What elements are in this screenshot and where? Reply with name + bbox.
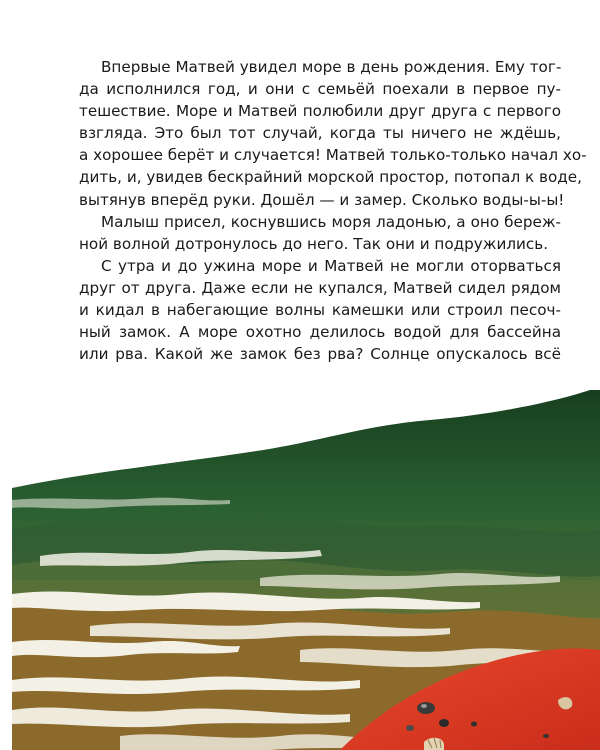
text-line: друг от друга. Даже если не купался, Матвей сидел рядом xyxy=(79,278,561,297)
text-line: или рва. Какой же замок без рва? Солнце опускалось всё xyxy=(79,345,561,364)
text-line: да исполнился год, и они с семьёй поехали в первое пу- xyxy=(79,80,561,99)
text-line: взгляда. Это был тот случай, когда ты ничего не ждёшь, xyxy=(79,124,561,143)
text-line: тешествие. Море и Матвей полюбили друг друга с первого xyxy=(79,102,561,121)
paragraph-1 xyxy=(79,56,587,211)
paragraph-2 xyxy=(79,211,561,255)
text-line: Впервые Матвей увидел море в день рождения. Ему тог- xyxy=(101,58,562,76)
text-line: ный замок. А море охотно делилось водой для бассейна xyxy=(79,323,561,342)
text-line: Малыш присел, коснувшись моря ладонью, а оно береж- xyxy=(101,212,561,231)
paragraph-3 xyxy=(79,255,561,365)
text-line: и кидал в набегающие волны камешки или строил песоч- xyxy=(79,301,561,320)
text-line: С утра и до ужина море и Матвей не могли оторваться xyxy=(101,256,561,275)
story-text xyxy=(79,56,587,365)
sea-illustration xyxy=(0,380,600,750)
text-line: дить, и, увидев бескрайний морской простор, потопал к воде, xyxy=(79,168,582,187)
text-line: а хорошее берёт и случается! Матвей только-только начал хо- xyxy=(79,146,587,165)
sea-illustration-art xyxy=(0,380,600,750)
text-line: вытянув вперёд руки. Дошёл — и замер. Сколько воды-ы-ы! xyxy=(79,190,565,209)
text-line: ной волной дотронулось до него. Так они и подружились. xyxy=(79,234,549,253)
